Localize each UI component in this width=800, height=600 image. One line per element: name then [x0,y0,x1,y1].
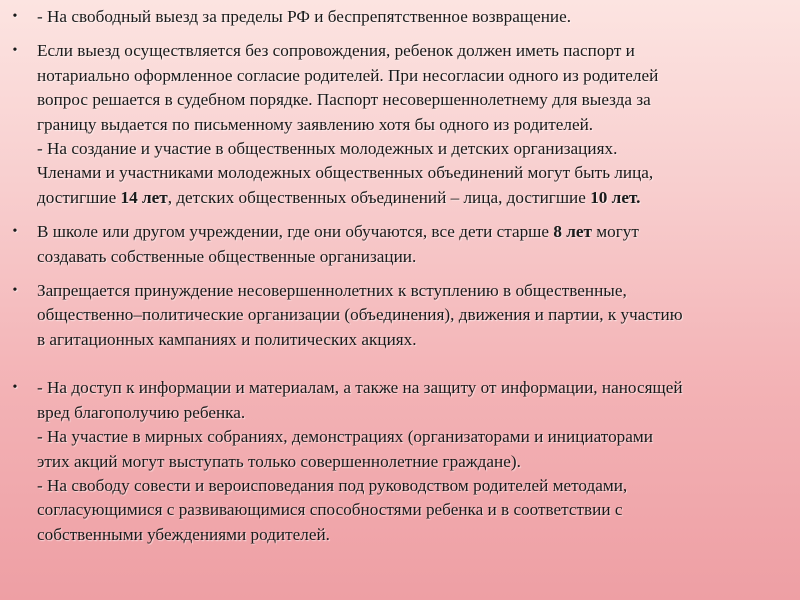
text-line [37,220,786,244]
text-segment: Если выезд осуществляется без сопровождения, ребенок должен иметь паспорт и [37,41,635,61]
text-segment: могут [591,222,639,242]
text-line [37,88,786,112]
text-line [37,498,786,522]
text-line [37,279,786,303]
bullet-icon: • [12,43,18,59]
bullet-item [8,5,786,29]
text-segment: нотариально оформленное согласие родителей. При несогласии одного из родителей [37,65,659,85]
text-segment: границу выдается по письменному заявлению хотя бы одного из родителей. [37,114,594,134]
text-segment: В школе или другом учреждении, где они обучаются, все дети старше [37,222,554,242]
text-line [37,64,786,88]
text-line [37,401,786,425]
text-line [37,39,786,63]
bold-text: 14 лет [120,187,168,207]
bullet-list [8,5,786,547]
text-segment: - На свободный выезд за пределы РФ и беспрепятственное возвращение. [37,7,572,26]
text-segment: в агитационных кампаниях и политических акциях. [37,329,417,349]
text-segment: этих акций могут выступать только совершеннолетние граждане). [37,451,521,471]
text-segment: собственными убеждениями родителей. [37,524,330,544]
text-line [37,376,786,400]
text-line [37,5,786,29]
text-segment: вред благополучию ребенка. [37,402,246,422]
bullet-icon: • [12,283,18,299]
text-line [37,328,786,352]
bullet-item [8,220,786,269]
text-line [37,245,786,269]
bold-text: 8 лет [553,222,592,242]
text-line [37,425,786,449]
text-segment: - На создание и участие в общественных молодежных и детских организациях. [37,139,618,159]
text-line [37,161,786,185]
bullet-item [8,39,786,210]
text-segment: Членами и участниками молодежных общественных объединений могут быть лица, [37,163,654,183]
bullet-icon: • [12,380,18,396]
text-segment: - На свободу совести и вероисповедания под руководством родителей методами, [37,475,628,495]
text-segment: создавать собственные общественные организации. [37,246,417,266]
bold-text: 10 лет. [590,187,641,207]
text-segment: , детских общественных объединений – лица, достигшие [167,187,591,207]
text-segment: Запрещается принуждение несовершеннолетних к вступлению в общественные, [37,281,627,301]
text-segment: общественно–политические организации (объединения), движения и партии, к участию [37,305,683,325]
text-line [37,137,786,161]
text-segment: согласующимися с развивающимися способностями ребенка и в соответствии с [37,500,623,520]
text-line [37,186,786,210]
text-line [37,523,786,547]
text-segment: достигшие [37,187,121,207]
text-line [37,303,786,327]
bullet-item [8,376,786,547]
text-line [37,113,786,137]
bullet-icon: • [12,9,18,24]
text-segment: - На доступ к информации и материалам, а также на защиту от информации, наносящей [37,378,683,398]
text-segment: - На участие в мирных собраниях, демонстрациях (организаторами и инициаторами [37,427,653,447]
text-line [37,474,786,498]
bullet-item [8,279,786,352]
text-segment: вопрос решается в судебном порядке. Паспорт несовершеннолетнему для выезда за [37,90,651,110]
text-line [37,450,786,474]
bullet-icon: • [12,224,18,240]
